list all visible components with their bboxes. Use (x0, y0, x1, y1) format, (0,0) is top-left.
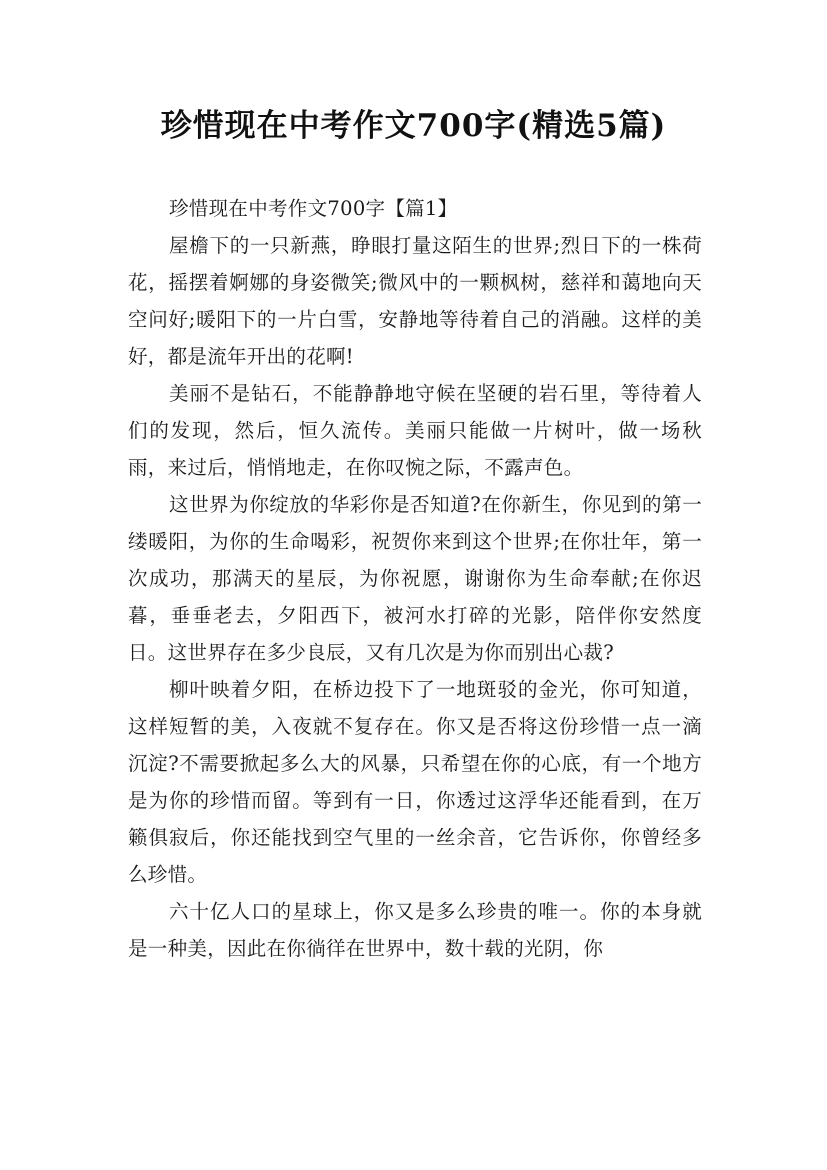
paragraph: 美丽不是钻石，不能静静地守候在坚硬的岩石里，等待着人们的发现，然后，恒久流传。美丽只能做一片树叶，做一场秋雨，来过后，悄悄地走，在你叹惋之际，不露声色。 (128, 382, 702, 479)
paragraph: 屋檐下的一只新燕，睁眼打量这陌生的世界;烈日下的一株荷花，摇摆着婀娜的身姿微笑;微风中的一颗枫树，慈祥和蔼地向天空问好;暖阳下的一片白雪，安静地等待着自己的消融。这样的美好，都是流年开出的花啊! (128, 234, 702, 368)
paragraph: 柳叶映着夕阳，在桥边投下了一地斑驳的金光，你可知道，这样短暂的美，入夜就不复存在。你又是否将这份珍惜一点一滴沉淀?不需要掀起多么大的风暴，只希望在你的心底，有一个地方是为你的珍惜而留。等到有一日，你透过这浮华还能看到，在万籁俱寂后，你还能找到空气里的一丝余音，它告诉你，你曾经多么珍惜。 (128, 678, 702, 886)
paragraph: 这世界为你绽放的华彩你是否知道?在你新生，你见到的第一缕暖阳，为你的生命喝彩，祝贺你来到这个世界;在你壮年，第一次成功，那满天的星辰，为你祝愿，谢谢你为生命奉献;在你迟暮，垂垂老去，夕阳西下，被河水打碎的光影，陪伴你安然度日。这世界存在多少良辰，又有几次是为你而别出心裁? (128, 493, 702, 664)
document-title: 珍惜现在中考作文700字(精选5篇) (160, 108, 667, 144)
paragraph: 六十亿人口的星球上，你又是多么珍贵的唯一。你的本身就是一种美，因此在你徜徉在世界中，数十载的光阴，你 (128, 900, 702, 960)
document-body (128, 190, 702, 967)
section-title: 珍惜现在中考作文700字【篇1】 (169, 197, 458, 220)
